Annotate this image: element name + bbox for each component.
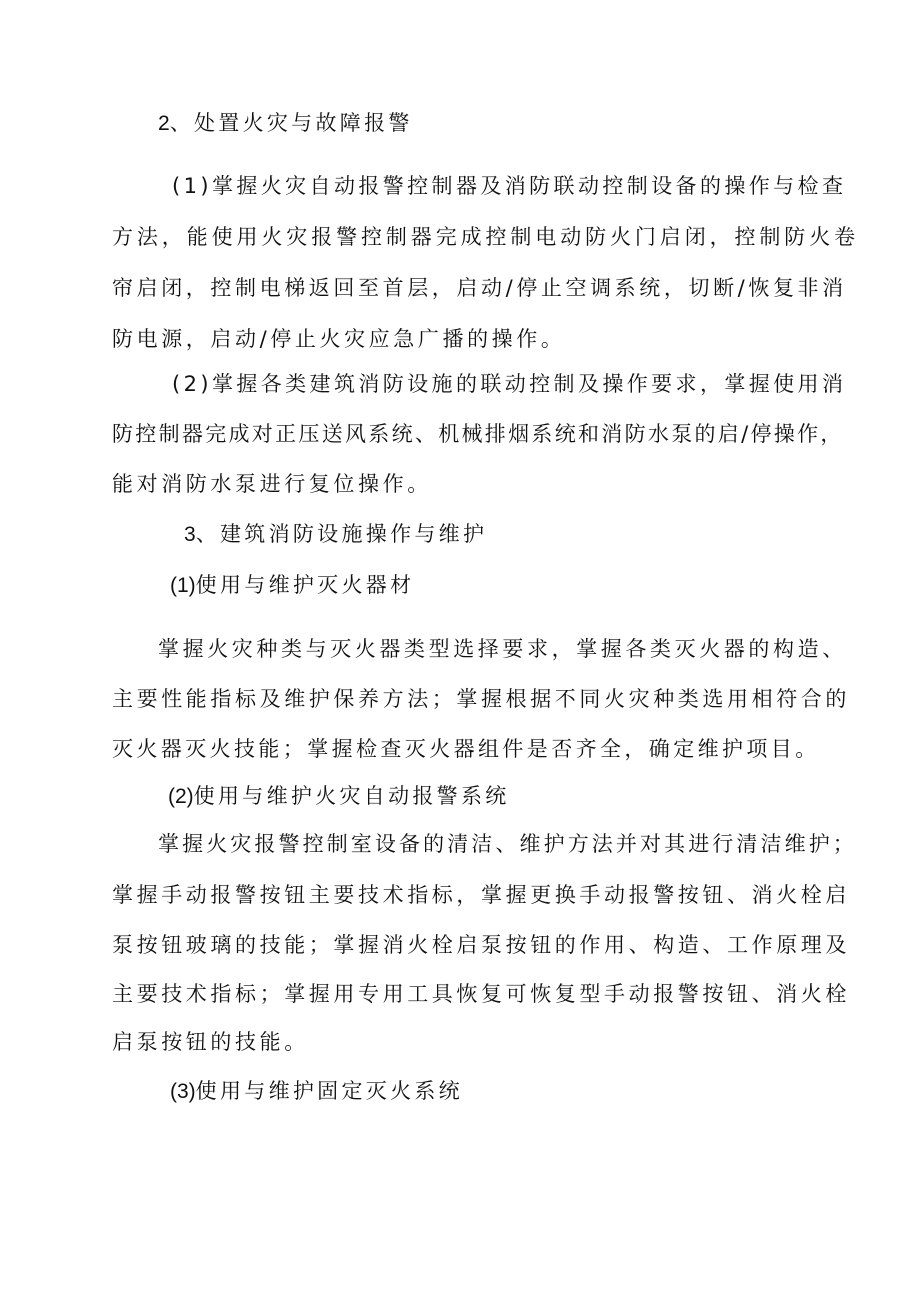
paragraph-line: 掌握火灾种类与灭火器类型选择要求，掌握各类灭火器的构造、 bbox=[158, 637, 847, 661]
subsection-2-title: 使用与维护火灾自动报警系统 bbox=[193, 784, 510, 808]
section-2-number: 2 bbox=[158, 112, 170, 135]
section-2-heading bbox=[158, 110, 413, 137]
section-3-number: 3 bbox=[184, 523, 196, 546]
subsection-2-heading bbox=[168, 783, 510, 810]
paragraph-line: 主要性能指标及维护保养方法；掌握根据不同火灾种类选用相符合的 bbox=[112, 687, 850, 711]
paragraph-line: (1)掌握火灾自动报警控制器及消防联动控制设备的操作与检查 bbox=[172, 174, 847, 198]
paragraph-line: (2)掌握各类建筑消防设施的联动控制及操作要求，掌握使用消 bbox=[172, 372, 847, 396]
section-3-title: 、建筑消防设施操作与维护 bbox=[195, 522, 488, 546]
subsection-3-number: (3) bbox=[170, 1080, 196, 1103]
subsection-1-title: 使用与维护灭火器材 bbox=[195, 573, 415, 597]
section-3-heading bbox=[184, 521, 487, 548]
paragraph-line: 能对消防水泵进行复位操作。 bbox=[112, 472, 432, 496]
paragraph-line: 主要技术指标；掌握用专用工具恢复可恢复型手动报警按钮、消火栓 bbox=[112, 982, 850, 1006]
paragraph-line: 启泵按钮的技能。 bbox=[112, 1030, 309, 1054]
paragraph-line: 防控制器完成对正压送风系统、机械排烟系统和消防水泵的启/停操作， bbox=[112, 422, 844, 446]
paragraph-line: 防电源，启动/停止火灾应急广播的操作。 bbox=[112, 327, 566, 351]
subsection-1-number: (1) bbox=[170, 574, 196, 597]
paragraph-line: 掌握手动报警按钮主要技术指标，掌握更换手动报警按钮、消火栓启 bbox=[112, 883, 850, 907]
subsection-3-title: 使用与维护固定灭火系统 bbox=[195, 1079, 463, 1103]
paragraph-line: 灭火器灭火技能；掌握检查灭火器组件是否齐全，确定维护项目。 bbox=[112, 737, 820, 761]
section-2-title: 、处置火灾与故障报警 bbox=[169, 111, 413, 135]
paragraph-line: 帘启闭，控制电梯返回至首层，启动/停止空调系统，切断/恢复非消 bbox=[112, 276, 847, 300]
subsection-2-number: (2) bbox=[168, 785, 194, 808]
subsection-3-heading bbox=[170, 1078, 463, 1105]
subsection-1-heading bbox=[170, 572, 414, 599]
paragraph-line: 方法，能使用火灾报警控制器完成控制电动防火门启闭，控制防火卷 bbox=[112, 225, 859, 249]
paragraph-line: 泵按钮玻璃的技能；掌握消火栓启泵按钮的作用、构造、工作原理及 bbox=[112, 933, 850, 957]
paragraph-line: 掌握火灾报警控制室设备的清洁、维护方法并对其进行清洁维护； bbox=[158, 832, 857, 856]
